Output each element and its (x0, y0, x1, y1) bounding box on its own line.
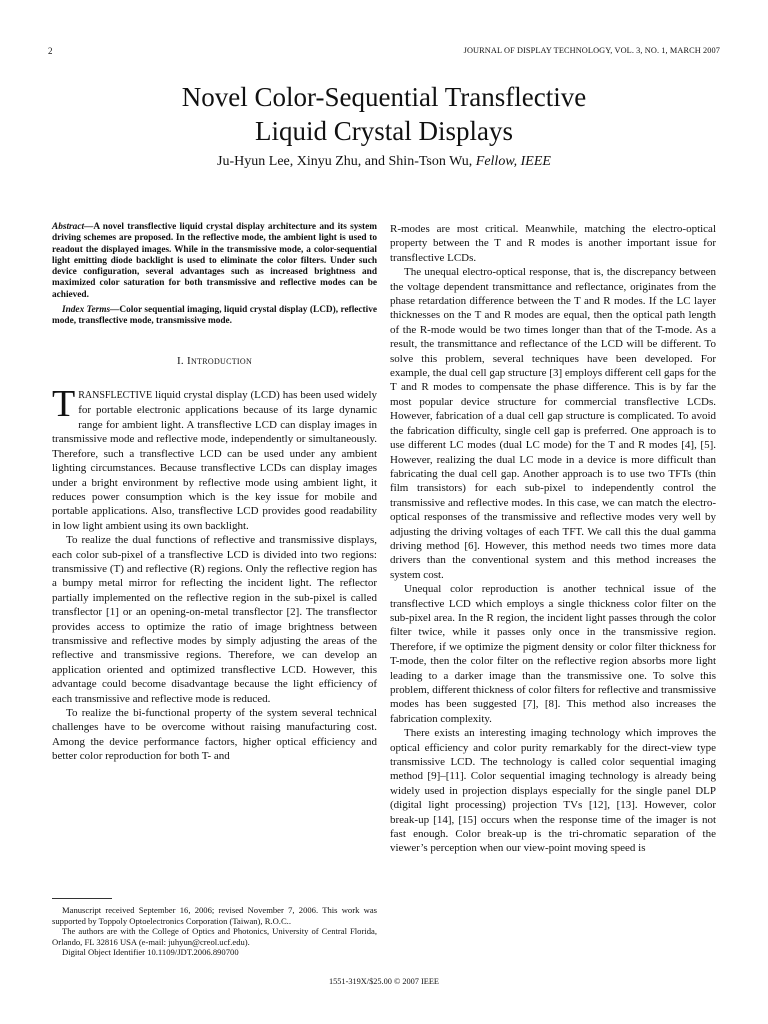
section-number: I. (176, 354, 184, 367)
first-word-rest: RANSFLECTIVE (78, 390, 153, 402)
right-paragraph-2: The unequal electro-optical response, that is, the discrepancy between the voltage dependent transmittance and reflectance, originates from the phase retardation difference between the T and R modes. If the LC layer thicknesses on the T and R modes are equal, then the optical path length of the R-mode would be two times longer than that of the T-mode. As a result, the transmittance and reflectance of the LCD will be different. To solve this problem, several techniques have been developed. For example, the dual cell gap structure [3] employs different cell gaps for the T and R modes to compensate the phase difference. This is by far the most popular device structure for commercial transflective LCDs. However, fabrication of a dual cell gap structure is complicated. To avoid the fabrication difficulty, single cell gap is preferred. One approach is to use different LC modes (dual LC mode) for the T and R modes [4], [5]. However, realizing the dual LC mode in a device is more difficult than fabricating the dual cell gap. Another approach is to use two TFTs (thin film transistors) for each sub-pixel to independently control the transmissive and reflective modes. In this case, we can match the electro-optical responses of the transmissive and reflective modes very well by adjusting the driving voltages of each TFT. We call this the dual gamma driving method [6]. However, this method needs two times more data drivers than the conventional system and this method increases the system cost. (390, 266, 716, 581)
page-footer: 1551-319X/$25.00 © 2007 IEEE (328, 977, 439, 986)
section-title: Introduction (187, 354, 253, 367)
abstract (52, 222, 377, 301)
intro-paragraph-1 (52, 383, 377, 533)
footnotes (52, 905, 377, 958)
drop-cap: T (52, 383, 76, 426)
running-head: JOURNAL OF DISPLAY TECHNOLOGY, VOL. 3, NO. 1, MARCH 2007 (463, 46, 720, 55)
footnote-affiliation: The authors are with the College of Optics and Photonics, University of Central Florida, Orlando, FL 32816 USA (e-mail: juhyun@creol.ucf.edu). (52, 926, 377, 947)
right-column (390, 222, 716, 856)
index-terms-text: Color sequential imaging, liquid crystal display (LCD), reflective mode, transflective mode, transmissive mode. (52, 305, 377, 327)
left-column (52, 222, 377, 764)
paper-title (0, 80, 768, 148)
title-line-1: Novel Color-Sequential Transflective (181, 82, 587, 112)
abstract-text: A novel transflective liquid crystal display architecture and its system driving schemes are proposed. In the reflective mode, the ambient light is used to readout the displayed images. While in the transmissive mode, a color-sequential light emitting diode backlight is used to eliminate the color filters. Under such device configuration, several advantages such as increased brightness and maximized color saturation for both transmissive and reflective modes can be achieved. (52, 222, 377, 300)
intro-paragraph-2: To realize the dual functions of reflective and transmissive displays, each color sub-pixel of a transflective LCD is divided into two regions: transmissive (T) and reflective (R) regions. Only the reflective region has a bumpy metal mirror for reflecting the incident light. The reflector partially implemented on the reflective region in the sub-pixel is called transflector [1] or an opening-on-metal transflector [2]. The transflector provides access to optimize the ratio of image brightness between transmissive and reflective modes by simply adjusting the areas of the reflective and transmissive regions. Therefore, we can develop an application oriented and optimized transflective LCD. However, this advantage could become disadvantage because the light efficiency of each transmissive and reflective mode is reduced. (52, 534, 377, 705)
footnote-doi: Digital Object Identifier 10.1109/JDT.2006.890700 (62, 947, 239, 958)
right-paragraph-4: There exists an interesting imaging technology which improves the optical efficiency and color purity remarkably for the direct-view type transmissive LCD. The technology is called color sequential imaging method [9]–[11]. Color sequential imaging technology is already being widely used in projection displays especially for the single panel DLP (digital light processing) projection TVs [12], [13]. However, color break-up [14], [15] occurs when the response time of the imager is not fast enough. Color break-up is the tri-chromatic separation of the viewer’s perception when our view-point moving speed is (390, 727, 716, 855)
intro-paragraph-3: To realize the bi-functional property of the system several technical challenges have to be overcome without raising manufacturing cost. Among the device performance factors, higher optical efficiency and better color reproduction for both T- and (52, 707, 377, 763)
abstract-label: Abstract— (52, 222, 94, 232)
right-paragraph-3: Unequal color reproduction is another technical issue of the transflective LCD which employs a single thickness color filter on the sub-pixel area. In the R region, the incident light passes through the color filter twice, while it passes only once in the transmissive region. Therefore, if we optimize the pigment density or color filter thickness for T-mode, then the color filter on the reflective region absorbs more light leading to a darker image than the transmissive one. To solve this problem, different thickness of color filters for reflective and transmissive modes has been suggested [7], [8]. This method also increases the fabrication complexity. (390, 583, 716, 725)
page-number: 2 (48, 46, 53, 56)
footnote-manuscript: Manuscript received September 16, 2006; revised November 7, 2006. This work was supported by Toppoly Optoelectronics Corporation (Taiwan), R.O.C.. (52, 905, 377, 926)
author-list (0, 154, 768, 170)
footnote-divider (52, 898, 112, 899)
section-heading (52, 354, 377, 368)
index-terms (52, 305, 377, 328)
intro-p1-text: liquid crystal display (LCD) has been used widely for portable electronic applications because of its large dynamic range for ambient light. A transflective LCD can display images in transmissive mode and reflective mode, independently or simultaneously. Therefore, such a transflective LCD can be used under any ambient lighting circumstances. Because transflective LCDs can display images under a bright environment by reflective mode using ambient light, it reduces power consumption which is the key issue for mobile and portable applications. Also, transflective LCD provides good readability in low light ambient using its own backlight. (52, 389, 377, 532)
index-terms-label: Index Terms— (62, 305, 120, 316)
title-line-2: Liquid Crystal Displays (255, 116, 513, 146)
author-names: Ju-Hyun Lee, Xinyu Zhu, and Shin-Tson Wu, (217, 154, 473, 169)
right-paragraph-continued: R-modes are most critical. Meanwhile, matching the electro-optical property between the T and R modes is another important issue for transflective LCDs. (390, 223, 716, 264)
author-fellow: Fellow, IEEE (475, 154, 551, 169)
